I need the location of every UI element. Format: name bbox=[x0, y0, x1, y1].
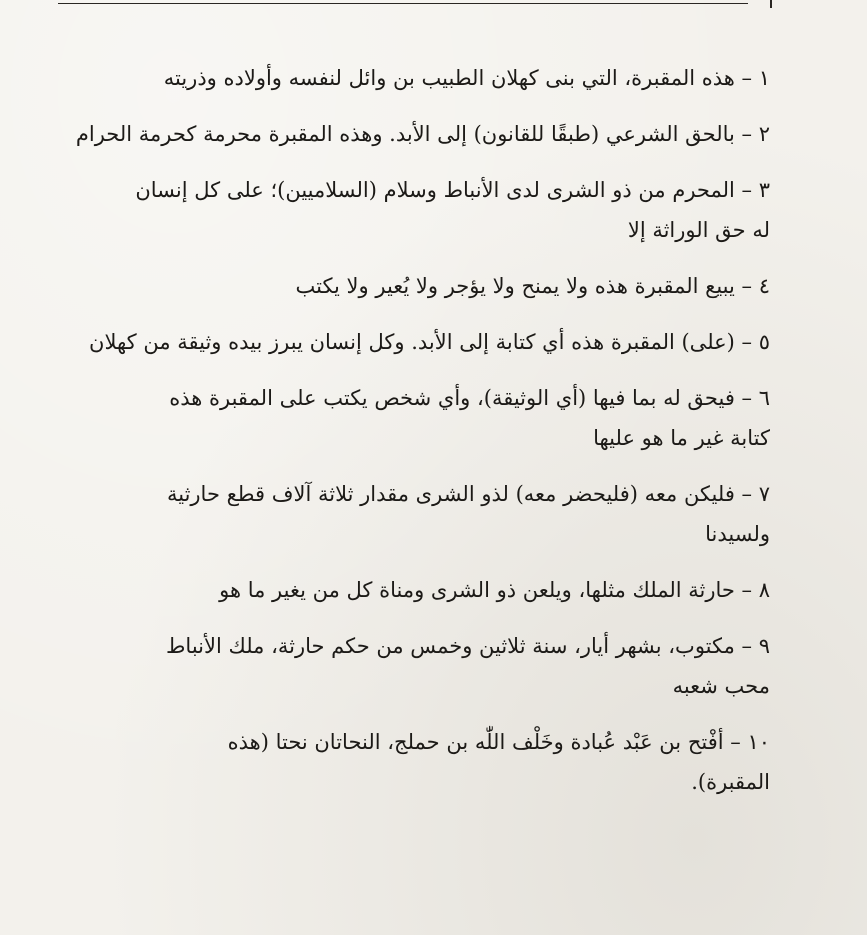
line-text: ١ – هذه المقبرة، التي بنى كهلان الطبيب بن وائل لنفسه وأولاده وذريته bbox=[163, 66, 770, 90]
line-text: ٣ – المحرم من ذو الشرى لدى الأنباط وسلام (السلاميين)؛ على كل إنسان bbox=[135, 178, 770, 202]
line-text: ٥ – (على) المقبرة هذه أي كتابة إلى الأبد. وكل إنسان يبرز بيده وثيقة من كهلان bbox=[89, 330, 770, 354]
line-text: ٤ – يبيع المقبرة هذه ولا يمنح ولا يؤجر ولا يُعير ولا يكتب bbox=[295, 274, 770, 298]
line-text-continuation: محب شعبه bbox=[672, 674, 770, 698]
line-text: ٩ – مكتوب، بشهر أيار، سنة ثلاثين وخمس من حكم حارثة، ملك الأنباط bbox=[166, 634, 770, 658]
line-text: ٧ – فليكن معه (فليحضر معه) لذو الشرى مقدار ثلاثة آلاف قطع حارثية bbox=[166, 482, 770, 506]
header-rule bbox=[58, 3, 748, 4]
line-text-continuation: ولسيدنا bbox=[705, 522, 770, 546]
inscription-translation bbox=[70, 58, 770, 818]
line-item-8 bbox=[70, 570, 770, 610]
line-item-10 bbox=[70, 722, 770, 802]
line-item-7 bbox=[70, 474, 770, 554]
line-item-5 bbox=[70, 322, 770, 362]
line-item-4 bbox=[70, 266, 770, 306]
line-text-continuation: له حق الوراثة إلا bbox=[627, 218, 770, 242]
line-text: ٨ – حارثة الملك مثلها، ويلعن ذو الشرى ومناة كل من يغير ما هو bbox=[219, 578, 770, 602]
line-item-3 bbox=[70, 170, 770, 250]
line-text-continuation: المقبرة). bbox=[691, 770, 770, 794]
line-item-2 bbox=[70, 114, 770, 154]
line-text: ٦ – فيحق له بما فيها (أي الوثيقة)، وأي شخص يكتب على المقبرة هذه bbox=[169, 386, 770, 410]
line-text: ٢ – بالحق الشرعي (طبقًا للقانون) إلى الأبد. وهذه المقبرة محرمة كحرمة الحرام bbox=[75, 122, 770, 146]
line-text: ١٠ – أفْتح بن عَبْد عُبادة وخَلْف اللّٰه بن حملج، النحاتان نحتا (هذه bbox=[227, 730, 770, 754]
header-rule-tick bbox=[770, 0, 772, 8]
line-text-continuation: كتابة غير ما هو عليها bbox=[593, 426, 770, 450]
line-item-6 bbox=[70, 378, 770, 458]
line-item-9 bbox=[70, 626, 770, 706]
line-item-1 bbox=[70, 58, 770, 98]
